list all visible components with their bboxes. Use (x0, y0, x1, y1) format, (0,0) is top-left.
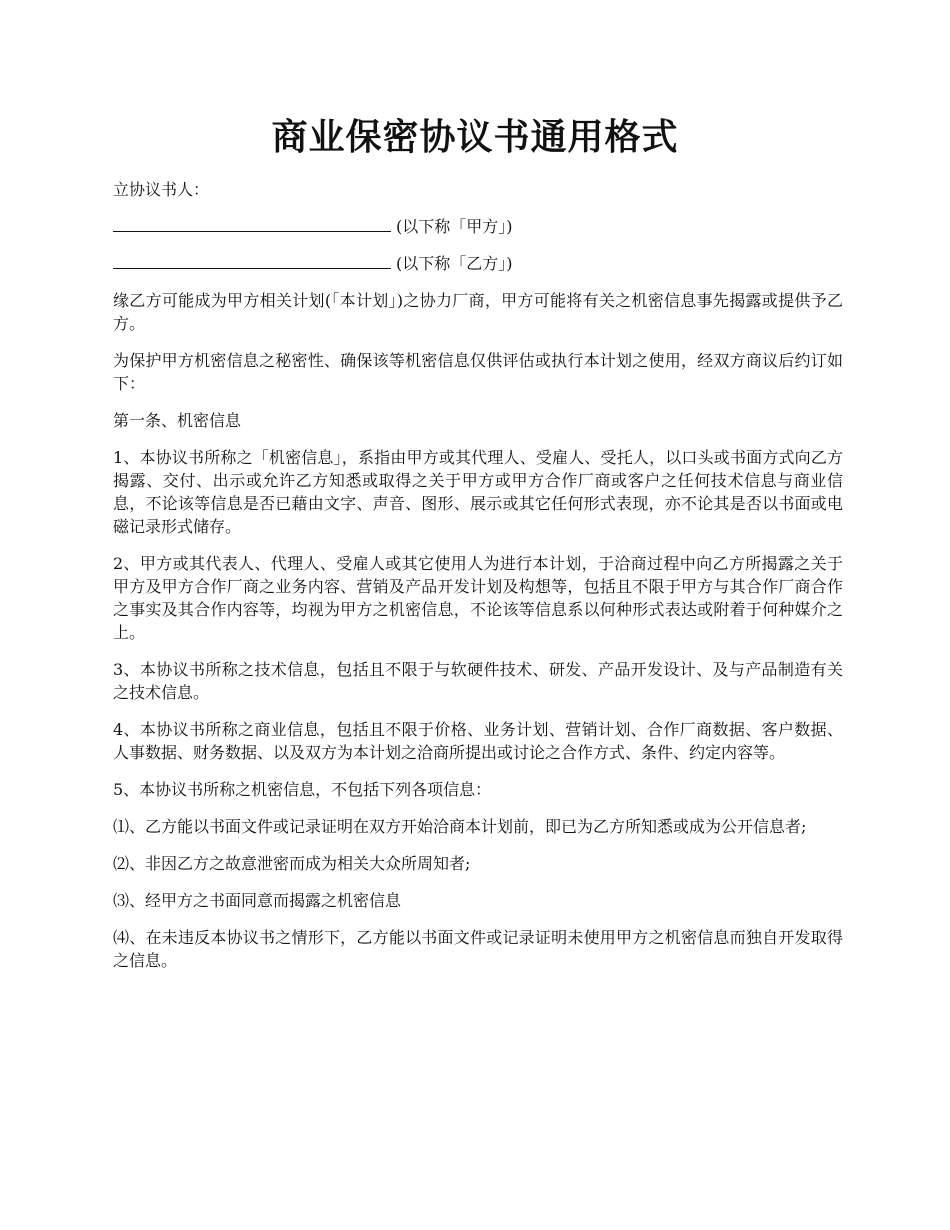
paragraph-background: 缘乙方可能成为甲方相关计划(「本计划」)之协力厂商，甲方可能将有关之机密信息事先揭露或提供予乙方。 (113, 291, 843, 333)
document-title: 商业保密协议书通用格式 (271, 117, 679, 158)
clause-3: 3、本协议书所称之技术信息，包括且不限于与软硬件技术、研发、产品开发设计、及与产品制造有关之技术信息。 (113, 660, 843, 702)
clause-2: 2、甲方或其代表人、代理人、受雇人或其它使用人为进行本计划，于洽商过程中向乙方所揭露之关于甲方及甲方合作厂商之业务内容、营销及产品开发计划及构想等，包括且不限于甲方与其合作厂商合作之事实及其合作内容等，均视为甲方之机密信息，不论该等信息系以何种形式表达或附着于何种媒介之上。 (113, 554, 843, 642)
exclusion-item-4: ⑷、在未违反本协议书之情形下，乙方能以书面文件或记录证明未使用甲方之机密信息而独自开发取得之信息。 (113, 928, 843, 970)
clause-4: 4、本协议书所称之商业信息，包括且不限于价格、业务计划、营销计划、合作厂商数据、客户数据、人事数据、财务数据、以及双方为本计划之洽商所提出或讨论之合作方式、条件、约定内容等。 (113, 720, 843, 762)
article-1-heading: 第一条、机密信息 (113, 411, 242, 430)
party-a-line (113, 215, 843, 238)
intro-line: 立协议书人： (113, 180, 210, 199)
party-a-signature-blank (113, 217, 391, 232)
exclusion-item-1: ⑴、乙方能以书面文件或记录证明在双方开始洽商本计划前，即已为乙方所知悉或成为公开信息者; (113, 817, 807, 836)
exclusion-item-3: ⑶、经甲方之书面同意而揭露之机密信息 (113, 891, 402, 910)
exclusion-item-2: ⑵、非因乙方之故意泄密而成为相关大众所周知者; (113, 854, 471, 873)
party-a-label: (以下称「甲方」) (396, 217, 513, 236)
clause-5: 5、本协议书所称之机密信息，不包括下列各项信息： (113, 780, 492, 799)
party-b-label: (以下称「乙方」) (396, 254, 513, 273)
clause-1: 1、本协议书所称之「机密信息」，系指由甲方或其代理人、受雇人、受托人，以口头或书面方式向乙方揭露、交付、出示或允许乙方知悉或取得之关于甲方或甲方合作厂商或客户之任何技术信息与商业信息，不论该等信息是否已藉由文字、声音、图形、展示或其它任何形式表现，亦不论其是否以书面或电磁记录形式储存。 (113, 448, 843, 536)
paragraph-purpose: 为保护甲方机密信息之秘密性、确保该等机密信息仅供评估或执行本计划之使用，经双方商议后约订如下： (113, 351, 843, 393)
document-body (113, 178, 843, 986)
party-b-line (113, 252, 843, 275)
party-b-signature-blank (113, 254, 391, 269)
